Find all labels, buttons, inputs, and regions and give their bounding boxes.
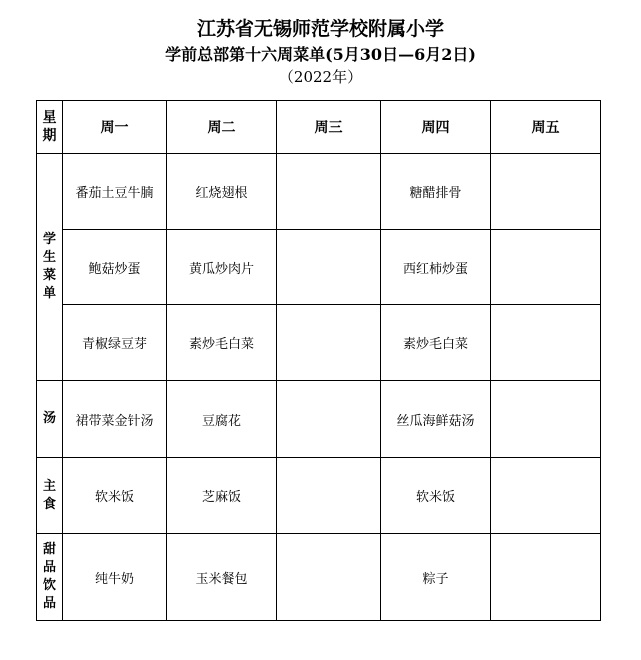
menu-cell: 软米饭 bbox=[381, 458, 491, 534]
menu-cell: 黄瓜炒肉片 bbox=[167, 230, 277, 305]
menu-cell: 青椒绿豆芽 bbox=[63, 305, 167, 381]
menu-cell: 裙带菜金针汤 bbox=[63, 381, 167, 458]
menu-cell: 软米饭 bbox=[63, 458, 167, 534]
table-row bbox=[37, 154, 601, 230]
menu-cell: 粽子 bbox=[381, 534, 491, 621]
header-row bbox=[37, 101, 601, 154]
menu-cell: 素炒毛白菜 bbox=[167, 305, 277, 381]
menu-cell bbox=[277, 458, 381, 534]
school-title: 江苏省无锡师范学校附属小学 bbox=[196, 18, 444, 40]
day-header-tue: 周二 bbox=[167, 101, 277, 154]
menu-cell bbox=[491, 381, 601, 458]
weekly-menu-table bbox=[36, 100, 601, 621]
table-row bbox=[37, 230, 601, 305]
menu-cell bbox=[491, 305, 601, 381]
menu-cell bbox=[491, 154, 601, 230]
menu-cell: 豆腐花 bbox=[167, 381, 277, 458]
menu-cell: 芝麻饭 bbox=[167, 458, 277, 534]
section-label-staple: 主 食 bbox=[37, 458, 63, 534]
menu-cell bbox=[491, 230, 601, 305]
menu-cell: 纯牛奶 bbox=[63, 534, 167, 621]
menu-cell: 糖醋排骨 bbox=[381, 154, 491, 230]
section-label-student-dishes: 学 生 菜 单 bbox=[37, 154, 63, 381]
menu-cell: 玉米餐包 bbox=[167, 534, 277, 621]
day-header-thu: 周四 bbox=[381, 101, 491, 154]
table-row bbox=[37, 305, 601, 381]
menu-cell bbox=[491, 534, 601, 621]
menu-cell: 鲍菇炒蛋 bbox=[63, 230, 167, 305]
menu-cell bbox=[277, 154, 381, 230]
menu-cell: 丝瓜海鲜菇汤 bbox=[381, 381, 491, 458]
day-header-mon: 周一 bbox=[63, 101, 167, 154]
menu-cell bbox=[277, 230, 381, 305]
menu-cell bbox=[277, 534, 381, 621]
weekday-corner-label: 星 期 bbox=[37, 101, 63, 154]
menu-year: （2022年） bbox=[278, 68, 363, 86]
menu-cell: 西红柿炒蛋 bbox=[381, 230, 491, 305]
day-header-fri: 周五 bbox=[491, 101, 601, 154]
section-label-soup: 汤 bbox=[37, 381, 63, 458]
menu-cell bbox=[491, 458, 601, 534]
menu-cell: 番茄土豆牛腩 bbox=[63, 154, 167, 230]
menu-cell bbox=[277, 381, 381, 458]
menu-subtitle: 学前总部第十六周菜单(5月30日—6月2日) bbox=[165, 45, 476, 64]
day-header-wed: 周三 bbox=[277, 101, 381, 154]
table-row bbox=[37, 534, 601, 621]
menu-cell bbox=[277, 305, 381, 381]
menu-cell: 红烧翅根 bbox=[167, 154, 277, 230]
table-row bbox=[37, 381, 601, 458]
menu-cell: 素炒毛白菜 bbox=[381, 305, 491, 381]
section-label-dessert-drinks: 甜 品 饮 品 bbox=[37, 534, 63, 621]
table-row bbox=[37, 458, 601, 534]
